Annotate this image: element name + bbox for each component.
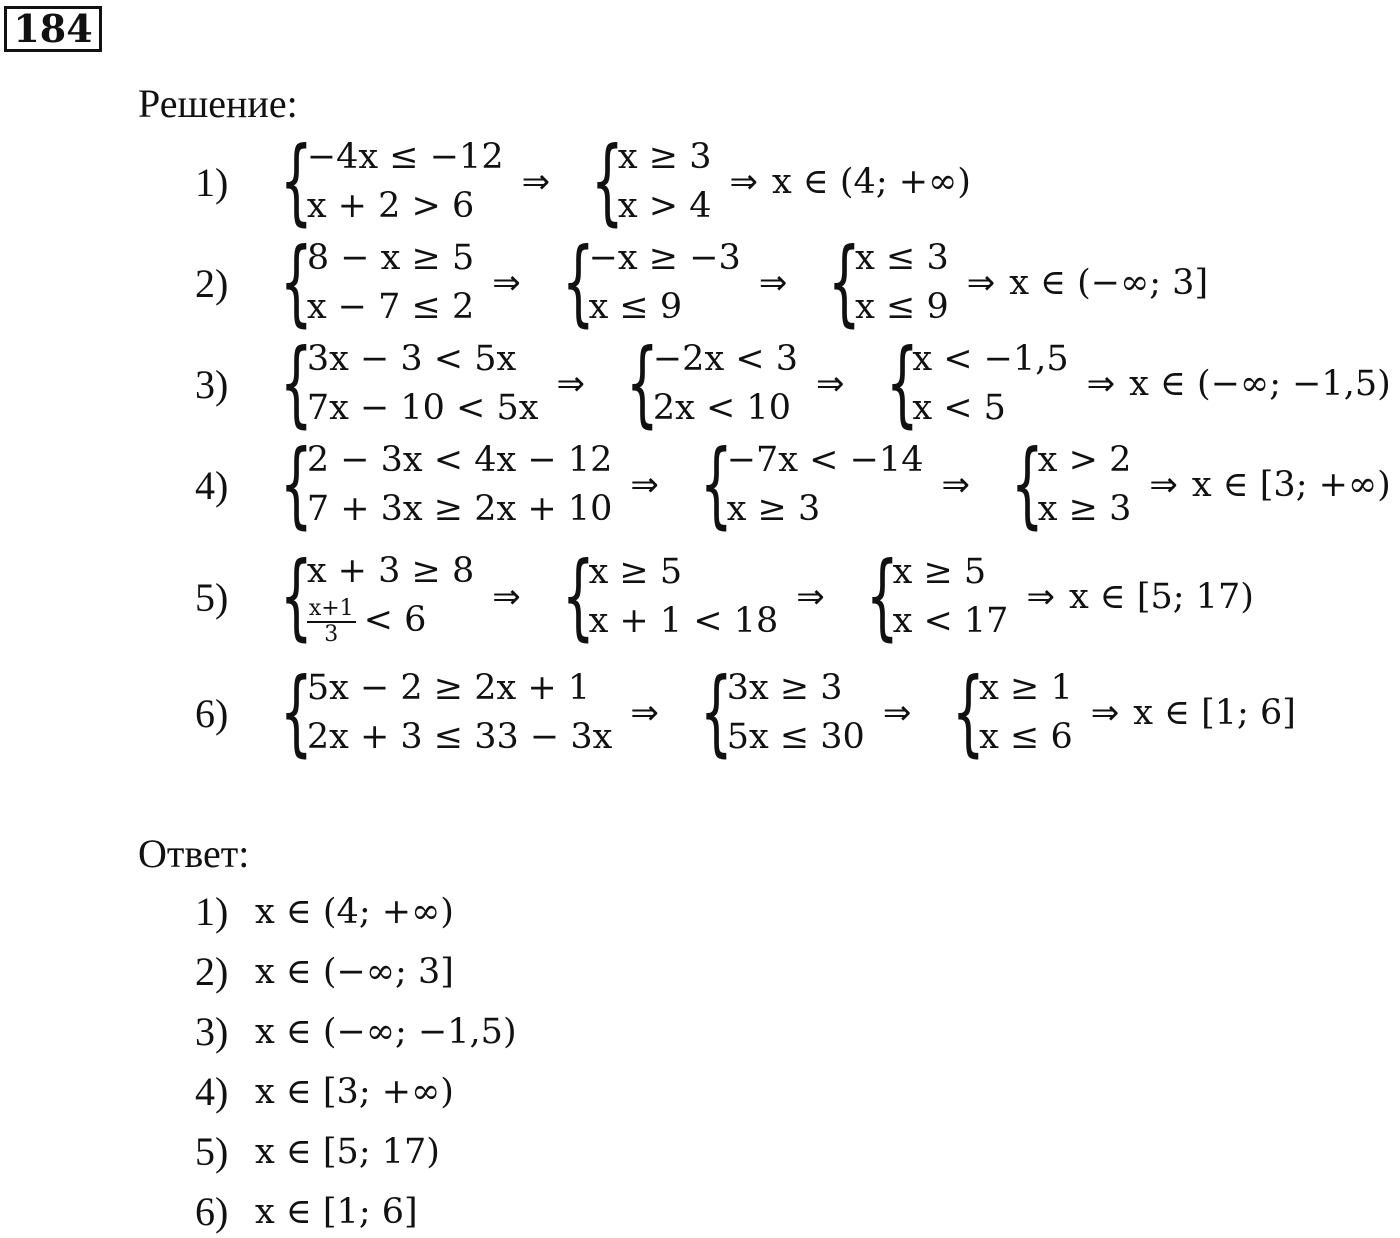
answer-number: 2): [195, 949, 229, 994]
system-line: −2x < 3: [652, 339, 799, 379]
implies-arrow: ⇒: [729, 162, 758, 202]
system-line: x ≥ 1: [979, 668, 1073, 708]
system: { −4x ≤ −12 x + 2 > 6: [279, 127, 504, 236]
system-line: x − 7 ≤ 2: [306, 287, 475, 327]
solution-row: [195, 542, 1254, 651]
system-line: 7x − 10 < 5x: [306, 388, 539, 428]
answer-heading: Ответ:: [138, 831, 250, 876]
implies-arrow: ⇒: [966, 263, 996, 303]
fraction: [307, 597, 356, 647]
system: { x + 3 ≥ 8 $\frac{x+1}{3}$ < 6: [279, 542, 475, 651]
system-line: x ≤ 3: [855, 238, 949, 278]
answer-value: x ∈ (4; +∞): [255, 891, 454, 932]
system-line: 3x − 3 < 5x: [306, 339, 517, 379]
implies-arrow: ⇒: [882, 693, 912, 733]
solution-row: [195, 127, 971, 236]
answer-value: x ∈ (−∞; −1,5): [255, 1011, 517, 1052]
system-line: 5x ≤ 30: [726, 717, 865, 757]
system-line: x ≥ 5: [892, 552, 987, 592]
answer-number: 4): [195, 1069, 229, 1114]
answer-item: [195, 1128, 440, 1175]
answer-number: 1): [195, 889, 229, 934]
row-number: 3): [195, 361, 229, 407]
implies-arrow: ⇒: [492, 263, 521, 303]
answer-number: 3): [195, 1009, 229, 1054]
answer-value: x ∈ [1; 6]: [255, 1191, 418, 1232]
answer-value: x ∈ (−∞; 3]: [255, 951, 454, 992]
answer-item: [195, 1188, 418, 1235]
solution-row: [195, 228, 1209, 337]
system: { −2x < 3 2x < 10: [625, 329, 799, 438]
implies-arrow: ⇒: [1149, 465, 1178, 505]
system: { −x ≥ −3 x ≤ 9: [561, 228, 741, 337]
system-line: x ≥ 3: [617, 137, 712, 177]
row-result: x ∈ (−∞; 3]: [1009, 263, 1209, 303]
answer-number: 5): [195, 1129, 229, 1174]
system: { x ≥ 5 x + 1 < 18: [561, 542, 779, 651]
implies-arrow: ⇒: [816, 364, 845, 404]
system: { x ≥ 5 x < 17: [865, 542, 1009, 651]
row-number: 4): [195, 462, 229, 508]
row-number: 5): [195, 574, 229, 620]
system: { x > 2 x ≥ 3: [1010, 430, 1132, 539]
row-result: x ∈ [3; +∞): [1191, 465, 1391, 505]
system-line: x ≤ 9: [855, 287, 949, 327]
answer-item: [195, 1068, 454, 1115]
row-result: x ∈ (−∞; −1,5): [1129, 364, 1391, 404]
system-line: x ≥ 3: [1037, 489, 1132, 529]
system: { x ≥ 1 x ≤ 6: [952, 658, 1073, 767]
system-line: x + 1 < 18: [588, 601, 779, 641]
system: { x ≥ 3 x > 4: [591, 127, 712, 236]
row-result: x ∈ (4; +∞): [772, 162, 971, 202]
system-line: −4x ≤ −12: [306, 137, 504, 177]
system-line: x ≥ 3: [726, 489, 821, 529]
system-line: 2x < 10: [652, 388, 791, 428]
answer-value: x ∈ [5; 17): [255, 1131, 440, 1172]
solution-row: [195, 430, 1391, 539]
system-line: 5x − 2 ≥ 2x + 1: [306, 668, 591, 708]
row-result: x ∈ [1; 6]: [1133, 693, 1296, 733]
system-line: x < 17: [892, 601, 1009, 641]
solution-heading: Решение:: [138, 81, 298, 126]
system: { −7x < −14 x ≥ 3: [699, 430, 924, 539]
system-line: x > 4: [617, 186, 712, 226]
implies-arrow: ⇒: [1026, 577, 1055, 617]
implies-arrow: ⇒: [758, 263, 788, 303]
system: { x < −1,5 x < 5: [885, 329, 1069, 438]
row-number: 2): [195, 260, 229, 306]
system: { 2 − 3x < 4x − 12 7 + 3x ≥ 2x + 10: [279, 430, 613, 539]
system-line: x + 3 ≥ 8: [306, 551, 475, 592]
row-result: x ∈ [5; 17): [1068, 577, 1254, 617]
implies-arrow: ⇒: [556, 364, 586, 404]
system: { 8 − x ≥ 5 x − 7 ≤ 2: [279, 228, 475, 337]
system: { 3x ≥ 3 5x ≤ 30: [699, 658, 865, 767]
fraction-denominator: 3: [324, 621, 339, 647]
implies-arrow: ⇒: [941, 465, 970, 505]
answer-item: [195, 888, 454, 935]
system-line: x < −1,5: [912, 339, 1069, 379]
system-line: x < 5: [912, 388, 1006, 428]
row-number: 6): [195, 690, 229, 736]
system: { 3x − 3 < 5x 7x − 10 < 5x: [279, 329, 539, 438]
implies-arrow: ⇒: [1086, 364, 1116, 404]
answer-value: x ∈ [3; +∞): [255, 1071, 454, 1112]
system-line: x > 2: [1037, 440, 1132, 480]
implies-arrow: ⇒: [521, 162, 551, 202]
implies-arrow: ⇒: [492, 577, 521, 617]
implies-arrow: ⇒: [630, 465, 659, 505]
system-line: 3x ≥ 3: [726, 668, 843, 708]
answer-number: 6): [195, 1189, 229, 1234]
system-line: x ≤ 6: [979, 717, 1073, 757]
fraction-numerator: x+1: [308, 595, 354, 621]
system: { 5x − 2 ≥ 2x + 1 2x + 3 ≤ 33 − 3x: [279, 658, 613, 767]
implies-arrow: ⇒: [630, 693, 659, 733]
fraction-rest: < 6: [363, 600, 427, 641]
system-line: 7 + 3x ≥ 2x + 10: [306, 489, 613, 529]
answer-item: [195, 948, 454, 995]
system-line: 2 − 3x < 4x − 12: [306, 440, 613, 480]
system-line: 2x + 3 ≤ 33 − 3x: [306, 717, 613, 757]
solution-row: [195, 329, 1391, 438]
implies-arrow: ⇒: [796, 577, 825, 617]
implies-arrow: ⇒: [1090, 693, 1120, 733]
system-line: −7x < −14: [726, 440, 924, 480]
system-line: x + 2 > 6: [306, 186, 475, 226]
system: { x ≤ 3 x ≤ 9: [828, 228, 949, 337]
system-line: x ≥ 5: [588, 552, 683, 592]
solution-row: [195, 658, 1296, 767]
system-line: −x ≥ −3: [588, 238, 741, 278]
answer-item: [195, 1008, 517, 1055]
system-line: 8 − x ≥ 5: [306, 238, 475, 278]
problem-number: 184: [4, 6, 102, 52]
row-number: 1): [195, 159, 229, 205]
system-line: x ≤ 9: [588, 287, 683, 327]
system-line: [307, 596, 474, 647]
